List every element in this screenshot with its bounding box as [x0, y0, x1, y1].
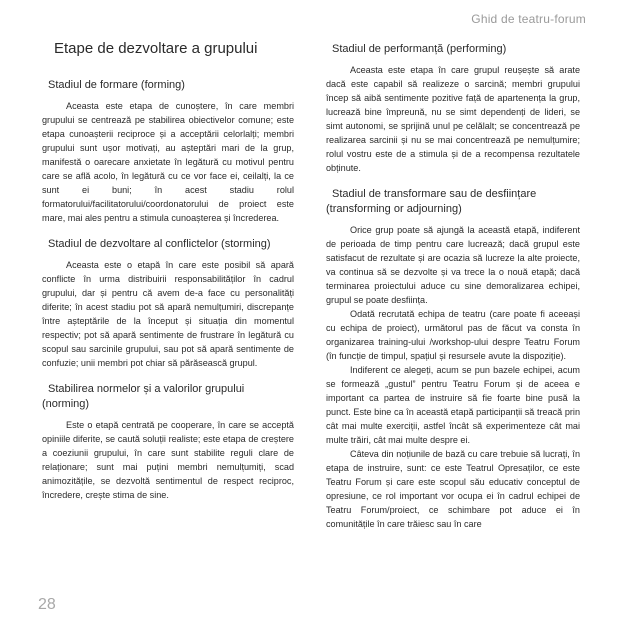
paragraph-storming: Aceasta este o etapă în care este posibil să apară conflicte în urma distribuirii responsabilităților în cadrul grupului, dar și pentru că avem de-a face cu personalități diferite; în acest stadiu pot să apară nemulțumiri, discrepanțe între așteptările de la început și situația din momentul respectiv; pot să apară sentimente de frustrare în legătură cu scopul sau sarcinile grupului, sau pot să apară sentimente de confuzie; unii membri pot chiar să părăsească grupul. — [42, 260, 294, 368]
page-number: 28 — [38, 596, 56, 613]
section-heading-performing: Stadiul de performanță (performing) — [332, 43, 507, 55]
paragraph-adjourning-1: Orice grup poate să ajungă la această etapă, indiferent de perioada de timp pentru care lucrează; dacă grupul este satisfacut de rezultate și are ocazia să lucreze la alte proiecte, va continua să se dezvolte și va trece la o nouă etapă; dacă terminarea proiectului aduce cu sine demoralizarea echipei, grupul se poate desființa. — [326, 225, 580, 305]
section-heading-adjourning: Stadiul de transformare sau de desființare (transforming or adjourning) — [326, 188, 537, 215]
left-column — [42, 40, 294, 502]
paragraph-adjourning-2: Odată recrutată echipa de teatru (care poate fi aceeași cu echipa de proiect), următorul pas de făcut va consta în organizarea training-ului /workshop-ului despre Teatru Forum (în funcție de timpul, spațiul și resursele avute la dispoziție). — [326, 309, 580, 361]
section-adjourning — [326, 187, 580, 531]
section-heading-forming: Stadiul de formare (forming) — [48, 79, 185, 91]
right-column — [326, 42, 580, 531]
running-header: Ghid de teatru-forum — [471, 12, 586, 26]
paragraph-norming: Este o etapă centrată pe cooperare, în care se acceptă opiniile diferite, se caută soluții realiste; este etapa de creștere a coeziunii grupului, în care sunt stabilite reguli clare de relaționare; sunt mai puțini membri nemulțumiți, scad animozitățile, se dezvoltă sentimentul de respect reciproc, încredere, crește stima de sine. — [42, 420, 294, 500]
paragraph-adjourning-4: Câteva din noțiunile de bază cu care trebuie să lucrați, în etapa de instruire, sunt: ce este Teatrul Opresaților, ce este Teatru Forum și care este scopul său educativ conceptul de opresiune, ce rol important vor ocupa ei în cadrul echipei de Teatru Forum/proiect, ce schimbare pot aduce ei în comunitățile în care trăiesc sau în care — [326, 449, 580, 529]
section-storming — [42, 237, 294, 370]
paragraph-forming: Aceasta este etapa de cunoștere, în care membri grupului se centrează pe stabilirea obiectivelor comune; este etapa cunoașterii reciproce și a acceptării celorlalți; membri grupului sunt ușor motivați, au așteptări mari de la grup, manifestă o oarecare anxietate în legătură cu motivul pentru care se află acolo, în legătură cu ce vor face ei, ceilalți, la ce sunt ei buni; în acest stadiu rolul formatorului/facilitatorului/coordonatorului de proiect este mare, mai ales pentru a stimula cunoașterea și încrederea. — [42, 101, 294, 223]
section-forming — [42, 78, 294, 225]
section-norming — [42, 382, 294, 502]
section-heading-norming: Stabilirea normelor și a valorilor grupului (norming) — [42, 383, 245, 410]
chapter-title: Etape de dezvoltare a grupului — [54, 40, 258, 57]
section-heading-storming: Stadiul de dezvoltare al conflictelor (storming) — [48, 238, 271, 250]
paragraph-performing: Aceasta este etapa în care grupul reușește să arate dacă este capabil să realizeze o sarcină; membri grupului încep să aibă sentimente pozitive față de apartenența la grup, lucrează bine împreună, nu se simt dependenți de lideri, se simt autonomi, se sprijină unul pe celălalt; se concentrează pe realizarea sarcinii și nu se mai concentrează pe nemulțumire; rolul vostru este de a stimula și de a recompensa rezultatele obținute. — [326, 65, 580, 173]
paragraph-adjourning-3: Indiferent ce alegeți, acum se pun bazele echipei, acum se formează „gustul” pentru Teatru Forum și de aceea e important ca partea de instruire să fie foarte bine pusă la punct. Este bine ca în această etapă participanții să treacă prin cât mai multe exerciții, astfel încât să experimenteze cât mai multe trăiri, cât mai multe despre ei. — [326, 365, 580, 445]
section-performing — [326, 42, 580, 175]
